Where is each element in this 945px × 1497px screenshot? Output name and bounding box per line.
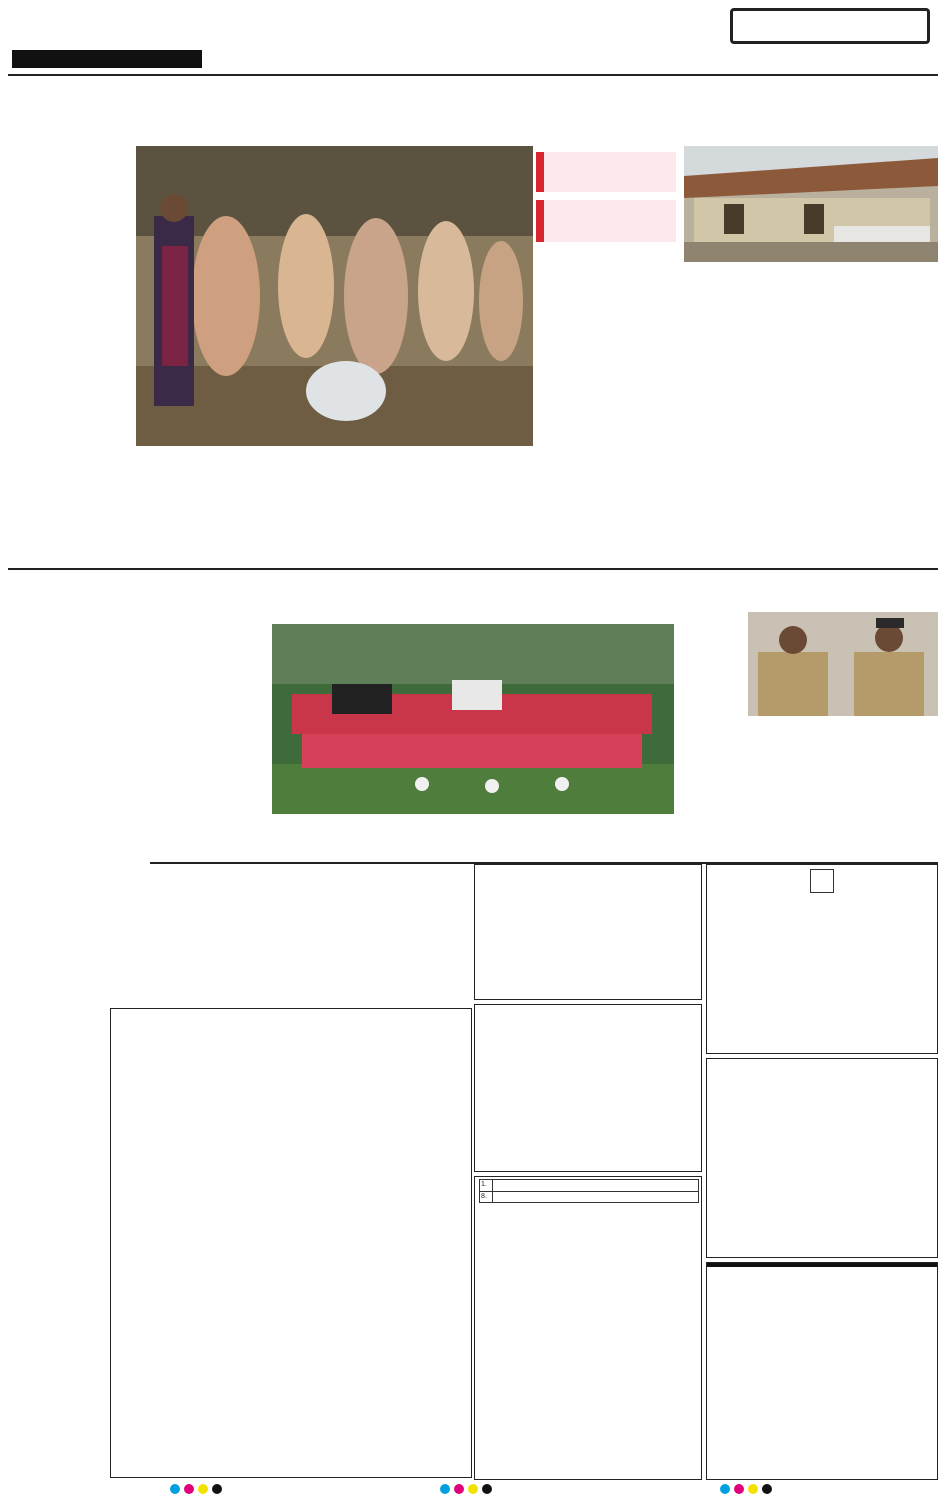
magenta-dot-icon xyxy=(184,1484,194,1494)
footer-color-dots-center xyxy=(440,1484,492,1494)
ad-works-p1 xyxy=(493,1180,699,1192)
story2-headline-2 xyxy=(684,112,940,142)
story2-body-1 xyxy=(684,280,808,548)
story2-body-2 xyxy=(814,280,938,564)
story1-body-4 xyxy=(540,246,676,564)
ad-itda-title-1 xyxy=(111,1009,471,1011)
section-badge xyxy=(730,8,930,44)
yellow-dot-icon xyxy=(468,1484,478,1494)
story1-caption xyxy=(140,449,340,463)
ad-drda xyxy=(706,1262,938,1480)
ad-works-row8-no: 8. xyxy=(480,1191,493,1203)
magenta-dot-icon xyxy=(734,1484,744,1494)
story7-body xyxy=(8,1050,108,1474)
ad-jdca xyxy=(706,864,938,1054)
cyan-dot-icon xyxy=(170,1484,180,1494)
story1-photo xyxy=(136,146,533,446)
ad-ashika xyxy=(706,1058,938,1258)
story2-col1 xyxy=(684,280,808,548)
ad-ashika-body xyxy=(712,1063,932,1173)
story1-highlight-1 xyxy=(536,152,676,192)
story3-headline-2 xyxy=(8,598,148,624)
ad-suda-body xyxy=(475,1009,701,1097)
police-photo-image xyxy=(748,612,938,716)
story6-col xyxy=(150,912,470,992)
story1-col1 xyxy=(8,146,132,562)
yellow-dot-icon xyxy=(748,1484,758,1494)
story4-body xyxy=(150,636,268,816)
story4-body-2 xyxy=(150,832,674,860)
magenta-dot-icon xyxy=(454,1484,464,1494)
ad-drda-body xyxy=(707,1271,937,1351)
team-photo-image xyxy=(272,624,674,814)
footer-color-dots-right xyxy=(720,1484,772,1494)
school-photo-image xyxy=(684,146,938,262)
story1-body-2 xyxy=(140,464,268,564)
story2-headline-1 xyxy=(684,84,940,114)
cyan-dot-icon xyxy=(720,1484,730,1494)
story7-col xyxy=(8,1050,108,1474)
ad-opelip xyxy=(474,864,702,1000)
story4-headline xyxy=(150,570,674,620)
story5-body-1 xyxy=(684,648,744,716)
masthead-logo xyxy=(12,6,172,48)
story1-body-1 xyxy=(8,146,132,562)
story5-dateline xyxy=(684,612,744,642)
jdca-logo-icon xyxy=(810,869,834,893)
footer-page-number xyxy=(916,1482,940,1494)
footer-color-dots-left xyxy=(170,1484,222,1494)
story4-photo xyxy=(272,624,674,814)
story5-photo xyxy=(748,612,938,716)
ad-works xyxy=(474,1176,702,1480)
story3-col xyxy=(8,628,140,844)
story2-caption xyxy=(686,264,938,278)
ad-works-table xyxy=(479,1179,699,1203)
dateline-bar xyxy=(12,50,202,68)
ad-itda-list xyxy=(111,1013,471,1389)
story1-headline xyxy=(8,78,668,140)
story4-dateline xyxy=(150,620,268,634)
story6-headline xyxy=(150,866,470,910)
ad-works-p8 xyxy=(493,1191,699,1203)
story1-highlight-2 xyxy=(536,200,676,242)
story3-headline-1 xyxy=(8,572,148,598)
ad-suda xyxy=(474,1004,702,1172)
cyan-dot-icon xyxy=(440,1484,450,1494)
ad-jdca-body xyxy=(713,897,931,953)
story2-photo xyxy=(684,146,938,262)
story4-caption xyxy=(374,817,574,831)
story5-headline xyxy=(684,572,940,608)
story1-body-2b xyxy=(274,464,402,564)
story3-body xyxy=(8,628,140,844)
ad-opelip-body xyxy=(479,867,697,949)
black-dot-icon xyxy=(482,1484,492,1494)
story5-body-2 xyxy=(684,720,938,860)
ad-itda-signatures xyxy=(111,1389,471,1393)
ad-itda xyxy=(110,1008,472,1478)
ad-works-row1-no: 1. xyxy=(480,1180,493,1192)
black-dot-icon xyxy=(762,1484,772,1494)
top-rule xyxy=(8,74,938,76)
yellow-dot-icon xyxy=(198,1484,208,1494)
idol-photo-image xyxy=(136,146,533,446)
story6-body xyxy=(150,912,470,992)
story1-body-3 xyxy=(408,464,536,564)
black-dot-icon xyxy=(212,1484,222,1494)
